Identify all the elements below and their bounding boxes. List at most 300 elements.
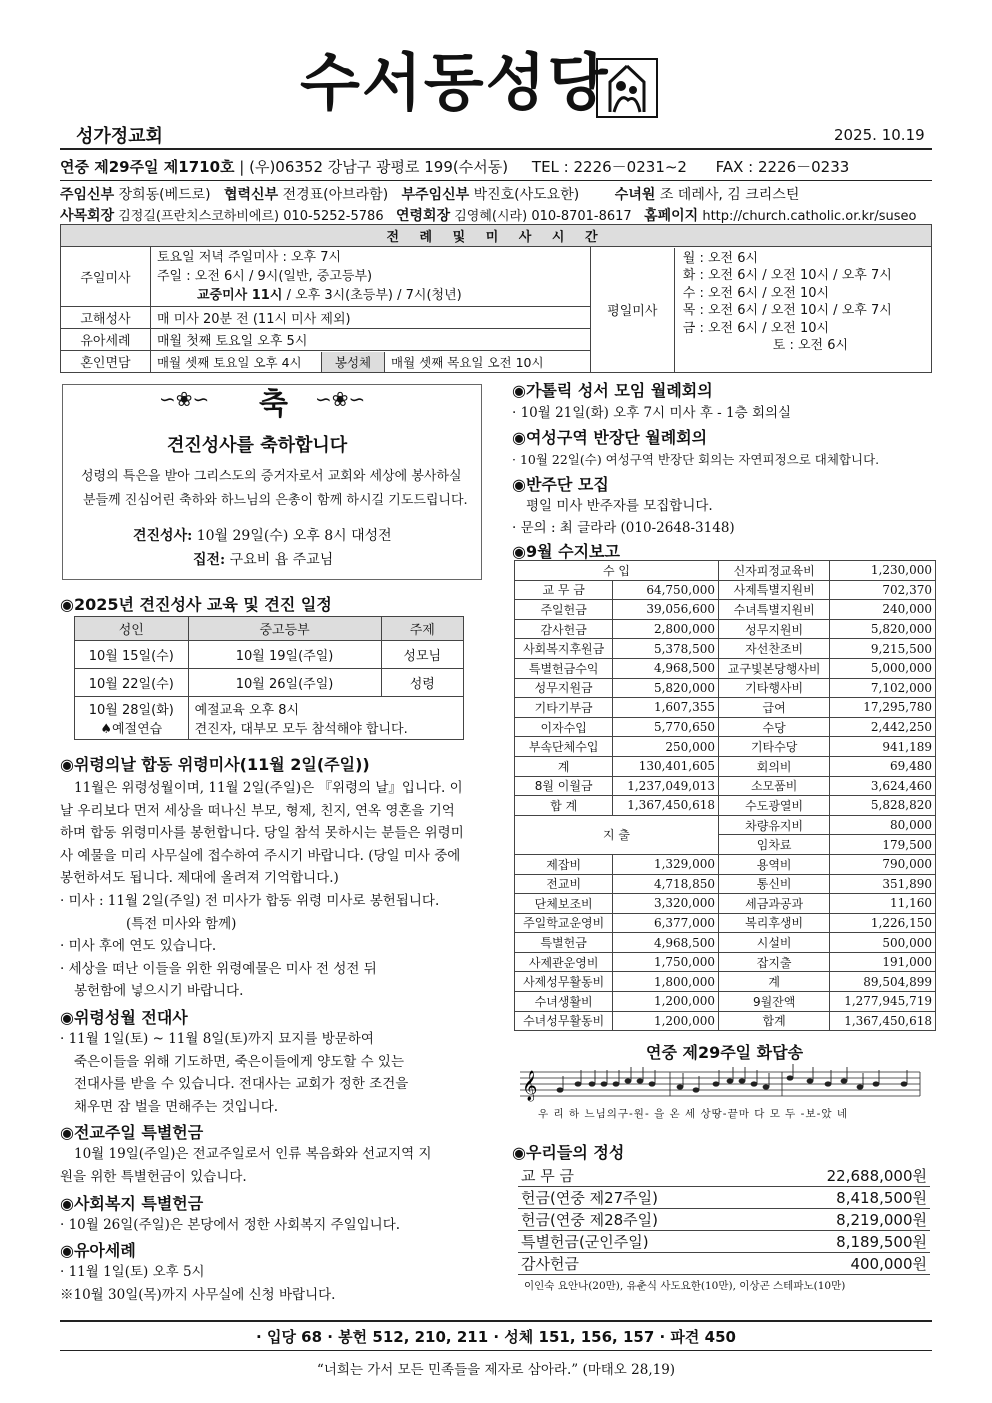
- finance-cell: 3,320,000: [613, 894, 719, 914]
- thursday-mass: 목 : 오전 6시 / 오전 10시 / 오후 7시: [682, 303, 892, 318]
- finance-cell: 교 무 금: [515, 580, 613, 600]
- finance-cell: 64,750,000: [613, 580, 719, 600]
- address: | (우)06352 강남구 광평로 199(수서동): [239, 158, 509, 176]
- issue-info-row: [60, 156, 849, 177]
- indulgence-heading-text: 위령성월 전대사: [73, 1007, 188, 1027]
- finance-cell: 수당: [719, 717, 830, 737]
- finance-cell: 지 출: [515, 815, 719, 854]
- finance-cell: 1,750,000: [613, 952, 719, 972]
- memorial-heading: [60, 752, 480, 775]
- sunday-mass-label: 주일미사: [61, 247, 151, 307]
- finance-cell: 합 계: [515, 796, 613, 816]
- confirmation-date-value: 10월 29일(수) 오후 8시 대성전: [196, 528, 392, 544]
- table-cell: 10월 19일(주일): [188, 641, 381, 669]
- table-cell: 성령: [381, 669, 463, 697]
- confirmation-congrats-box: [62, 384, 482, 580]
- finance-cell: 3,624,460: [830, 776, 936, 796]
- table-row: [515, 952, 936, 972]
- infant-baptism-heading: [60, 1238, 480, 1261]
- finance-cell: 1,226,150: [830, 913, 936, 933]
- finance-cell: 351,890: [830, 874, 936, 894]
- accompanist-heading-text: 반주단 모집: [525, 475, 609, 494]
- finance-cell: 주일헌금: [515, 600, 613, 620]
- bullet-icon: ◉: [60, 1007, 74, 1027]
- footer-stats: · 입당 68 · 봉헌 512, 210, 211 · 성체 151, 156, 157 · 파견 450: [256, 1328, 736, 1346]
- confession-label: 고해성사: [61, 307, 151, 329]
- col-topic: 주제: [381, 617, 463, 641]
- finance-cell: 240,000: [830, 600, 936, 620]
- infant-baptism-body: [60, 1261, 480, 1306]
- finance-cell: 전교비: [515, 874, 613, 894]
- sunday-afternoon: / 오후 3시(초등부) / 7시(청년): [286, 288, 462, 303]
- music-note-icon: [557, 1087, 564, 1092]
- finance-cell: 191,000: [830, 952, 936, 972]
- music-note-icon: [873, 1081, 880, 1086]
- finance-cell: 4,968,500: [613, 658, 719, 678]
- bullet-icon: ◉: [512, 381, 526, 400]
- finance-cell: 급여: [719, 698, 830, 718]
- finance-cell: 1,200,000: [613, 992, 719, 1012]
- music-note-icon: [677, 1084, 684, 1089]
- finance-cell: 5,820,000: [830, 619, 936, 639]
- memorial-mass-note: (특전 미사와 함께): [126, 915, 237, 932]
- finance-cell: 941,189: [830, 737, 936, 757]
- finance-cell: 1,800,000: [613, 972, 719, 992]
- table-row: [515, 972, 936, 992]
- music-note-icon: [727, 1078, 734, 1083]
- bible-heading: [512, 378, 942, 401]
- bullet-icon: ◉: [512, 1143, 526, 1162]
- music-note-icon: [825, 1081, 832, 1086]
- table-row: [518, 1187, 930, 1209]
- finance-cell: 사제성무활동비: [515, 972, 613, 992]
- finance-cell: 1,237,049,013: [613, 776, 719, 796]
- offering-label: 특별헌금(군인주일): [518, 1231, 754, 1253]
- finance-cell: 임차료: [719, 835, 830, 855]
- confirmation-date: [133, 525, 392, 545]
- finance-cell: 5,828,820: [830, 796, 936, 816]
- finance-cell: 통신비: [719, 874, 830, 894]
- finance-cell: 사제특별지원비: [719, 580, 830, 600]
- finance-cell: 감사헌금: [515, 619, 613, 639]
- mass-schedule-table: [60, 224, 932, 373]
- finance-cell: 9월잔액: [719, 992, 830, 1012]
- memorial-offering-2: 봉헌함에 넣으시기 바랍니다.: [74, 983, 244, 1000]
- finance-cell: 수녀생활비: [515, 992, 613, 1012]
- psalm-lyrics: 우 리 하 느님의구-원- 을 온 세 상땅-끝마 다 모 두 -보-았 네: [538, 1108, 848, 1120]
- rehearsal-label: ♠예절연습: [100, 722, 163, 737]
- congrats-body-1: 성령의 특은을 받아 그리스도의 증거자로서 교회와 세상에 봉사하실: [81, 469, 462, 484]
- finance-cell: 5,378,500: [613, 639, 719, 659]
- finance-cell: 사제관운영비: [515, 952, 613, 972]
- divider: [60, 148, 932, 150]
- table-row: [515, 874, 936, 894]
- finance-cell: 복리후생비: [719, 913, 830, 933]
- music-note-icon: [575, 1081, 582, 1086]
- music-note-icon: [751, 1081, 758, 1086]
- finance-cell: 250,000: [613, 737, 719, 757]
- women-heading-text: 여성구역 반장단 월례회의: [525, 428, 708, 447]
- table-row: [515, 933, 936, 953]
- finance-cell: 89,504,899: [830, 972, 936, 992]
- finance-cell: 1,230,000: [830, 561, 936, 581]
- issue-number: 연중 제29주일 제1710호: [60, 158, 235, 176]
- table-row: [515, 658, 936, 678]
- finance-cell: 69,480: [830, 756, 936, 776]
- celebrant-label: 집전:: [193, 552, 226, 568]
- accompanist-body: 평일 미사 반주자를 모집합니다.: [526, 498, 713, 514]
- offerings-heading: [512, 1140, 624, 1163]
- table-row: [515, 600, 936, 620]
- mission-heading-text: 전교주일 특별헌금: [73, 1123, 204, 1143]
- council-label: 사목회장: [60, 208, 115, 224]
- high-mass: 교중미사 11시: [197, 288, 283, 303]
- bullet-icon: ◉: [60, 595, 74, 614]
- finance-cell: 특별헌금수익: [515, 658, 613, 678]
- left-notices: [60, 752, 480, 1306]
- music-notes-icon: [520, 1064, 932, 1108]
- finance-cell: 500,000: [830, 933, 936, 953]
- church-title: 수서동성당: [300, 46, 610, 119]
- music-note-icon: [589, 1081, 596, 1086]
- infant-baptism-heading-text: 유아세례: [73, 1241, 136, 1261]
- weekday-mass-label: 평일미사: [591, 248, 675, 372]
- finance-cell: 39,056,600: [613, 600, 719, 620]
- council-contact: 김정길(프란치스코하비에르) 010-5252-5786: [118, 209, 384, 224]
- baptism-label: 유아세례: [61, 329, 151, 351]
- finance-cell: 4,968,500: [613, 933, 719, 953]
- music-note-icon: [649, 1081, 656, 1086]
- table-row: [515, 756, 936, 776]
- memorial-line: 봉헌하셔도 됩니다. 제대에 올려져 기억합니다.): [60, 870, 339, 887]
- table-cell: [75, 697, 189, 740]
- finance-cell: 신자피정교육비: [719, 561, 830, 581]
- assist-label: 부주임신부: [401, 187, 470, 203]
- finance-cell: 잡지출: [719, 952, 830, 972]
- schedule-heading: [60, 592, 332, 615]
- table-cell: 10월 15일(수): [75, 641, 189, 669]
- col-adult: 성인: [75, 617, 189, 641]
- finance-cell: 17,295,780: [830, 698, 936, 718]
- indulgence-line: 전대사를 받을 수 있습니다. 전대사는 교회가 정한 조건을: [74, 1076, 409, 1093]
- table-row: [515, 913, 936, 933]
- bullet-icon: ◉: [60, 1123, 74, 1143]
- table-row: [518, 1231, 930, 1253]
- confirmation-schedule-table: [74, 616, 464, 740]
- memorial-body: [60, 777, 480, 1003]
- sunday-label: 주일: [157, 269, 183, 284]
- marriage-time: 매월 셋째 토요일 오후 4시: [157, 354, 302, 370]
- rehearsal-date: 10월 28일(화): [88, 703, 174, 718]
- music-note-icon: [763, 1084, 770, 1089]
- bullet-icon: ◉: [512, 475, 526, 494]
- finance-cell: 790,000: [830, 854, 936, 874]
- staff-row-1: [60, 184, 799, 204]
- memorial-line: 날 우리보다 먼저 세상을 떠나신 부모, 형제, 친지, 연옥 영혼을 기억: [60, 802, 455, 819]
- finance-cell: 702,370: [830, 580, 936, 600]
- saturday-mass: 토 : 오전 6시: [772, 338, 849, 353]
- staff-row-2: [60, 205, 917, 225]
- memorial-offering: · 세상을 떠난 이들을 위한 위령예물은 미사 전 성전 뒤: [60, 960, 377, 977]
- finance-table: [514, 560, 936, 1031]
- eucharist-label: 봉성체: [321, 352, 385, 372]
- offering-label: 감사헌금: [518, 1253, 754, 1275]
- assist-name: 박진호(사도요한): [473, 187, 580, 203]
- parish-subtitle: 성가정교회: [76, 126, 163, 147]
- finance-cell: 성무지원금: [515, 678, 613, 698]
- indulgence-body: [60, 1028, 480, 1118]
- rehearsal-note: 견진자, 대부모 모두 참석해야 합니다.: [194, 722, 408, 737]
- table-row: [515, 992, 936, 1012]
- sister-label: 수녀원: [614, 187, 656, 203]
- table-cell: 성모님: [381, 641, 463, 669]
- rehearsal-time: 예절교육 오후 8시: [194, 703, 300, 718]
- memorial-mass: · 미사 : 11월 2일(주일) 전 미사가 합동 위령 미사로 봉헌됩니다.: [60, 892, 440, 909]
- finance-cell: 1,367,450,618: [830, 1011, 936, 1031]
- indulgence-line: 채우면 잠 벌을 면해주는 것입니다.: [74, 1098, 279, 1115]
- issue-date: 2025. 10.19: [834, 126, 925, 144]
- table-cell: [188, 697, 463, 740]
- finance-cell: 9,215,500: [830, 639, 936, 659]
- mission-body: [60, 1143, 480, 1188]
- indulgence-heading: [60, 1005, 480, 1028]
- music-note-icon: [693, 1087, 700, 1092]
- offering-amount: 8,219,000원: [754, 1209, 930, 1231]
- mission-line: 10월 19일(주일)은 전교주일로서 인류 복음화와 선교지역 지: [74, 1146, 432, 1163]
- coop-label: 협력신부: [224, 187, 279, 203]
- congrats-mark: 축: [259, 387, 288, 422]
- table-row: [518, 1209, 930, 1231]
- saturday-time: 저녁 주일미사 : 오후 7시: [198, 250, 342, 265]
- sister-names: 조 데레사, 김 크리스틴: [659, 187, 800, 203]
- finance-cell: 80,000: [830, 815, 936, 835]
- monday-mass: 월 : 오전 6시: [682, 250, 759, 266]
- table-row: [515, 815, 936, 835]
- memorial-line: 사 예물을 미리 사무실에 접수하여 주시기 바랍니다. (당일 미사 중에: [60, 847, 461, 864]
- finance-cell: 수도광열비: [719, 796, 830, 816]
- finance-cell: 기타기부금: [515, 698, 613, 718]
- memorial-line: 하며 합동 위령미사를 봉헌합니다. 당일 참석 못하시는 분들은 위령미: [60, 825, 464, 842]
- memorial-heading-text: 위령의날 합동 위령미사(11월 2일(주일)): [73, 755, 370, 774]
- homepage-link[interactable]: http://church.catholic.or.kr/suseo: [702, 209, 917, 224]
- welfare-heading: [60, 1191, 480, 1214]
- confession-time: 매 미사 20분 전 (11시 미사 제외): [151, 307, 591, 329]
- mass-table-heading: 전 례 및 미 사 시 간: [61, 225, 932, 247]
- wednesday-mass: 수 : 오전 6시 / 오전 10시: [682, 285, 830, 301]
- finance-cell: 6,377,000: [613, 913, 719, 933]
- finance-cell: 5,820,000: [613, 678, 719, 698]
- marriage-label: 혼인면담: [61, 351, 151, 373]
- celebrant-name: 구요비 욥 주교님: [229, 552, 334, 568]
- offerings-heading-text: 우리들의 정성: [525, 1143, 625, 1162]
- finance-cell: 기타행사비: [719, 678, 830, 698]
- finance-cell: 교구빛본당행사비: [719, 658, 830, 678]
- finance-cell: 이자수입: [515, 717, 613, 737]
- finance-cell: 차량유지비: [719, 815, 830, 835]
- music-note-icon: [841, 1078, 848, 1083]
- indulgence-line: · 11월 1일(토) ~ 11월 8일(토)까지 묘지를 방문하여: [60, 1030, 374, 1047]
- saturday-label: 토요일: [157, 250, 195, 265]
- finance-cell: 수녀성무활동비: [515, 1011, 613, 1031]
- psalm-music-staff: [520, 1064, 932, 1108]
- table-row: [518, 1165, 930, 1187]
- holy-family-logo-icon: [596, 58, 658, 118]
- finance-cell: 2,442,250: [830, 717, 936, 737]
- psalm-title: 연중 제29주일 화답송: [646, 1043, 804, 1062]
- table-row: [515, 639, 936, 659]
- footer-quote: “너희는 가서 모든 민족들을 제자로 삼아라.” (마태오 28,19): [316, 1362, 676, 1378]
- infant-baptism-note: ※10월 30일(목)까지 사무실에 신청 바랍니다.: [60, 1286, 336, 1303]
- footer-divider: [60, 1350, 932, 1351]
- bullet-icon: ◉: [512, 542, 526, 561]
- weekday-mass-list: [675, 248, 900, 372]
- offering-amount: 400,000원: [754, 1253, 930, 1275]
- finance-cell: 부속단체수입: [515, 737, 613, 757]
- mission-heading: [60, 1120, 480, 1143]
- finance-cell: 1,329,000: [613, 854, 719, 874]
- finance-cell: 계: [515, 756, 613, 776]
- telephone: TEL : 2226－0231∼2: [531, 158, 687, 176]
- finance-cell: 자선찬조비: [719, 639, 830, 659]
- table-row: [515, 737, 936, 757]
- finance-cell: 7,102,000: [830, 678, 936, 698]
- music-note-icon: [601, 1081, 608, 1086]
- congrats-body-2: 분들께 진심어린 축하와 하느님의 은총이 함께 하시길 기도드립니다.: [83, 493, 468, 508]
- marriage-eucharist-cell: [151, 351, 591, 373]
- bullet-icon: ◉: [60, 755, 74, 774]
- table-row: [515, 717, 936, 737]
- pastor-name: 장희동(베드로): [118, 187, 211, 203]
- finance-cell: 1,200,000: [613, 1011, 719, 1031]
- women-heading: [512, 425, 942, 448]
- finance-cell: 사회복지후원금: [515, 639, 613, 659]
- finance-cell: 특별헌금: [515, 933, 613, 953]
- finance-cell: 1,277,945,719: [830, 992, 936, 1012]
- music-note-icon: [625, 1078, 632, 1083]
- finance-cell: 회의비: [719, 756, 830, 776]
- table-row: [515, 854, 936, 874]
- divider: [60, 180, 932, 181]
- ornament-right-icon: ∽❀∽: [315, 387, 366, 411]
- homepage-label: 홈페이지: [644, 208, 699, 224]
- offering-amount: 8,189,500원: [754, 1231, 930, 1253]
- memorial-litany: · 미사 후에 연도 있습니다.: [60, 938, 217, 955]
- table-row: [515, 561, 936, 581]
- finance-cell: 4,718,850: [613, 874, 719, 894]
- bullet-icon: ◉: [512, 428, 526, 447]
- music-note-icon: [901, 1081, 908, 1086]
- thanks-donors: 이인숙 요안나(20만), 유춘식 사도요한(10만), 이상곤 스테파노(10만): [524, 1280, 846, 1292]
- offering-label: 교 무 금: [518, 1165, 754, 1187]
- table-cell: 10월 22일(수): [75, 669, 189, 697]
- footer-divider: [60, 1320, 932, 1322]
- indulgence-line: 죽은이들을 위해 기도하면, 죽은이들에게 양도할 수 있는: [74, 1053, 404, 1070]
- music-note-icon: [787, 1075, 794, 1080]
- finance-cell: 1,367,450,618: [613, 796, 719, 816]
- col-youth: 중고등부: [188, 617, 381, 641]
- offerings-table: [518, 1165, 930, 1275]
- welfare-body: · 10월 26일(주일)은 본당에서 정한 사회복지 주일입니다.: [60, 1216, 401, 1233]
- offering-amount: 8,418,500원: [754, 1187, 930, 1209]
- finance-heading: [512, 539, 942, 562]
- table-row: [515, 796, 936, 816]
- music-note-icon: [807, 1078, 814, 1083]
- finance-cell: 130,401,605: [613, 756, 719, 776]
- music-note-icon: [713, 1081, 720, 1086]
- table-cell: 10월 26일(주일): [188, 669, 381, 697]
- celebrant: [193, 549, 333, 569]
- bible-body: · 10월 21일(화) 오후 7시 미사 후 - 1층 회의실: [512, 405, 792, 421]
- baptism-time: 매월 첫째 토요일 오후 5시: [151, 329, 591, 351]
- table-row: [515, 1011, 936, 1031]
- offering-label: 헌금(연중 제27주일): [518, 1187, 754, 1209]
- ornament-left-icon: ∽❀∽: [159, 387, 210, 411]
- union-label: 연령회장: [396, 208, 451, 224]
- finance-cell: 성무지원비: [719, 619, 830, 639]
- weekday-mass-cell: [590, 247, 931, 373]
- union-contact: 김영혜(시라) 010-8701-8617: [454, 209, 632, 224]
- finance-cell: 제잡비: [515, 854, 613, 874]
- finance-cell: 수녀특별지원비: [719, 600, 830, 620]
- mission-line: 원을 위한 특별헌금이 있습니다.: [60, 1168, 247, 1185]
- table-row: [515, 619, 936, 639]
- women-body: · 10월 22일(수) 여성구역 반장단 회의는 자연피정으로 대체합니다.: [512, 452, 880, 467]
- finance-cell: 2,800,000: [613, 619, 719, 639]
- music-note-icon: [857, 1084, 864, 1089]
- bible-heading-text: 가톨릭 성서 모임 월례회의: [525, 381, 713, 400]
- offering-label: 헌금(연중 제28주일): [518, 1209, 754, 1231]
- finance-cell: 5,000,000: [830, 658, 936, 678]
- finance-cell: 용역비: [719, 854, 830, 874]
- sunday-time: : 오전 6시 / 9시(일반, 중고등부): [186, 269, 373, 284]
- finance-cell: 1,607,355: [613, 698, 719, 718]
- music-note-icon: [637, 1078, 644, 1083]
- bullet-icon: ◉: [60, 1193, 74, 1213]
- fax: FAX : 2226－0233: [715, 158, 850, 176]
- finance-cell: 계: [719, 972, 830, 992]
- music-note-icon: [739, 1078, 746, 1083]
- schedule-heading-text: 2025년 견진성사 교육 및 견진 일정: [73, 595, 332, 614]
- table-row: [515, 698, 936, 718]
- pastor-label: 주임신부: [60, 187, 115, 203]
- accompanist-contact: · 문의 : 최 글라라 (010-2648-3148): [512, 520, 735, 536]
- coop-name: 전경표(아브라함): [282, 187, 389, 203]
- table-row: [515, 678, 936, 698]
- finance-cell: 단체보조비: [515, 894, 613, 914]
- table-row: [515, 894, 936, 914]
- finance-cell: 8월 이월금: [515, 776, 613, 796]
- finance-cell: 5,770,650: [613, 717, 719, 737]
- friday-mass: 금 : 오전 6시 / 오전 10시: [682, 320, 830, 336]
- finance-cell: 수 입: [515, 561, 719, 581]
- table-row: [515, 580, 936, 600]
- right-notices: [512, 378, 942, 562]
- finance-cell: 세금과공과: [719, 894, 830, 914]
- music-note-icon: [613, 1081, 620, 1086]
- accompanist-heading: [512, 472, 942, 495]
- tuesday-mass: 화 : 오전 6시 / 오전 10시 / 오후 7시: [682, 268, 892, 283]
- memorial-line: 11월은 위령성월이며, 11월 2일(주일)은 『위령의 날』입니다. 이: [74, 780, 463, 796]
- finance-cell: 179,500: [830, 835, 936, 855]
- table-row: [518, 1253, 930, 1275]
- welfare-heading-text: 사회복지 특별헌금: [73, 1193, 204, 1213]
- finance-cell: 주일학교운영비: [515, 913, 613, 933]
- finance-cell: 합계: [719, 1011, 830, 1031]
- finance-cell: 11,160: [830, 894, 936, 914]
- finance-cell: 시설비: [719, 933, 830, 953]
- confirmation-date-label: 견진성사:: [133, 528, 193, 544]
- table-row: [515, 776, 936, 796]
